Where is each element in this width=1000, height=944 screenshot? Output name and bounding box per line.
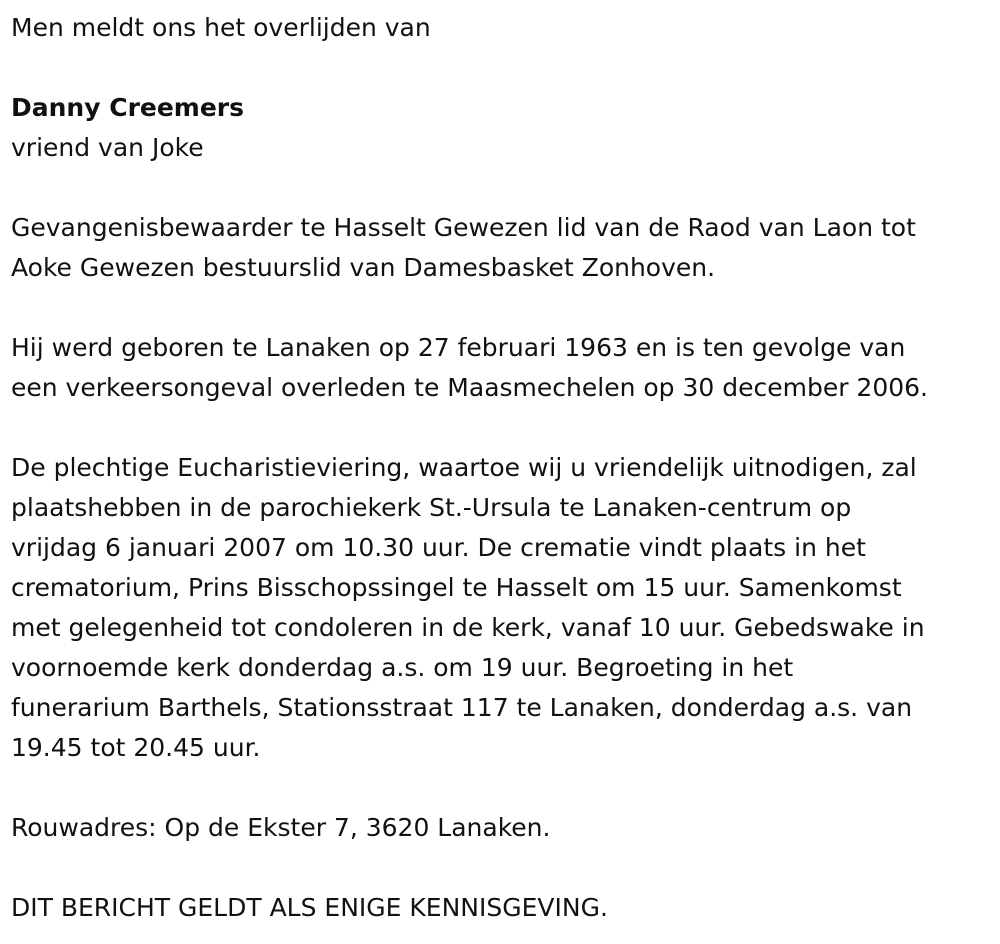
deceased-name: Danny Creemers xyxy=(11,93,245,122)
birth-death-paragraph: Hij werd geboren te Lanaken op 27 februari 1963 en is ten gevolge van een verkeersongeval overleden te Maasmechelen op 30 december 2006. xyxy=(11,333,929,402)
mourning-address: Rouwadres: Op de Ekster 7, 3620 Lanaken. xyxy=(11,813,551,842)
spacer xyxy=(11,168,996,208)
spacer xyxy=(11,48,996,88)
closing-statement: DIT BERICHT GELDT ALS ENIGE KENNISGEVING. xyxy=(11,893,608,922)
intro-text: Men meldt ons het overlijden van xyxy=(11,13,431,42)
spacer xyxy=(11,408,996,448)
obituary-notice xyxy=(11,8,996,928)
spacer xyxy=(11,768,996,808)
spacer xyxy=(11,848,996,888)
ceremony-paragraph: De plechtige Eucharistieviering, waartoe wij u vriendelijk uitnodigen, zal plaatshebben in de parochiekerk St.-Ursula te Lanaken-centrum op vrijdag 6 januari 2007 om 10.30 uur. De crematie vindt plaats in het crematorium, Prins Bisschopssingel te Hasselt om 15 uur. Samenkomst met gelegenheid tot condoleren in de kerk, vanaf 10 uur. Gebedswake in voornoemde kerk donderdag a.s. om 19 uur. Begroeting in het funerarium Barthels, Stationsstraat 117 te Lanaken, donderdag a.s. van 19.45 tot 20.45 uur. xyxy=(11,453,925,762)
occupation-paragraph: Gevangenisbewaarder te Hasselt Gewezen lid van de Raod van Laon tot Aoke Gewezen bestuurslid van Damesbasket Zonhoven. xyxy=(11,213,916,282)
spacer xyxy=(11,288,996,328)
relation-text: vriend van Joke xyxy=(11,133,204,162)
